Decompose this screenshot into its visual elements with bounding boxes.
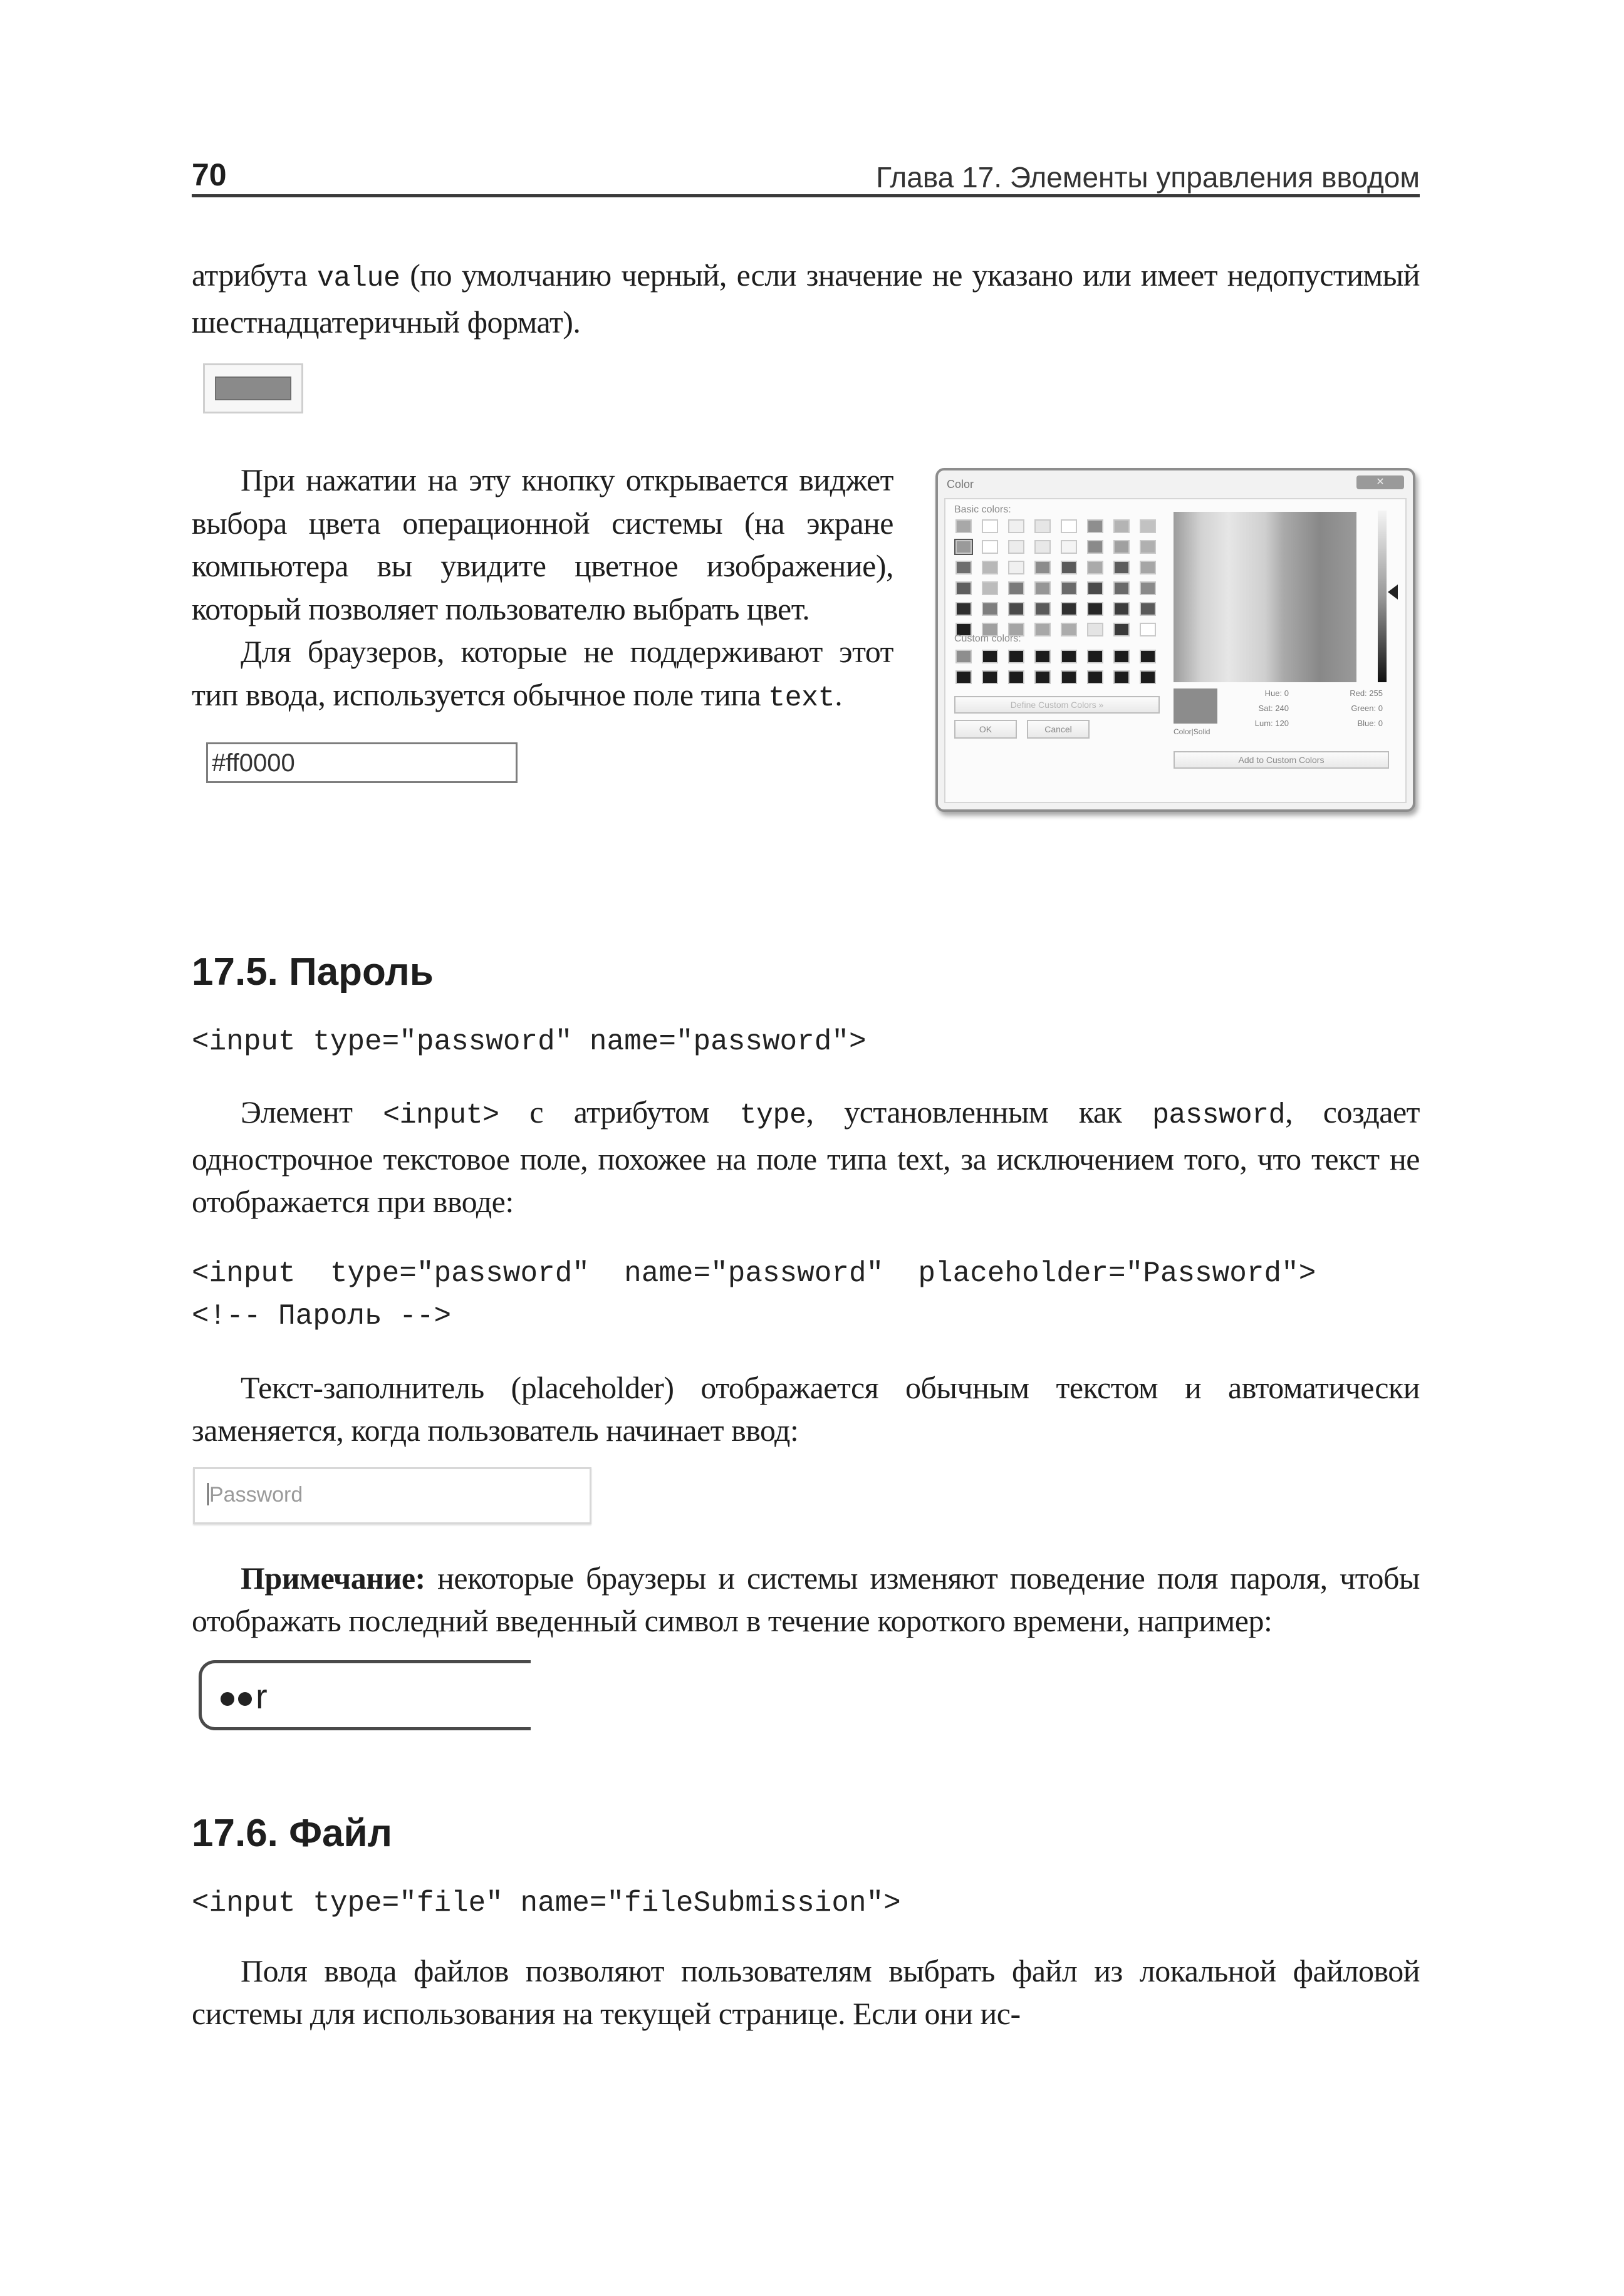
blue-label: Blue:	[1357, 719, 1377, 728]
lum-field[interactable]	[1226, 719, 1295, 729]
basic-color-swatch[interactable]	[1034, 519, 1051, 533]
custom-color-swatch[interactable]	[1140, 670, 1156, 684]
dialog-title: Color	[947, 478, 974, 491]
color-paragraph-1	[192, 459, 893, 630]
basic-color-swatch[interactable]	[1034, 581, 1051, 595]
custom-color-swatch[interactable]	[1034, 650, 1051, 663]
sat-label: Sat:	[1258, 704, 1273, 713]
pw-para-d: , создает однострочное текстовое поле, похожее на поле типа text, за исключением того, что текст не отображается при вводе:	[192, 1094, 1420, 1219]
fallback-text-field[interactable]: #ff0000	[206, 742, 518, 783]
color-swatch-fill	[215, 377, 291, 400]
color-para1-text: При нажатии на эту кнопку открывается виджет выбора цвета операционной системы (на экране компьютера вы увидите цветное изображение), который позволяет пользователю выбрать цвет.	[192, 462, 893, 626]
basic-color-swatch[interactable]	[1140, 519, 1156, 533]
basic-color-swatch[interactable]	[1034, 623, 1051, 636]
green-label: Green:	[1351, 704, 1377, 713]
basic-color-swatch[interactable]	[1061, 581, 1077, 595]
basic-color-swatch[interactable]	[1087, 623, 1103, 636]
basic-color-swatch[interactable]	[1113, 519, 1130, 533]
custom-color-swatch[interactable]	[1140, 650, 1156, 663]
basic-color-swatch[interactable]	[1008, 540, 1024, 554]
custom-color-swatch[interactable]	[1061, 670, 1077, 684]
placeholder-para-text: Текст-заполнитель (placeholder) отображается обычным текстом и автоматически заменяется, когда пользователь начинает ввод:	[192, 1369, 1420, 1448]
basic-color-swatch[interactable]	[1061, 519, 1077, 533]
basic-color-swatch[interactable]	[1113, 561, 1130, 574]
code-placeholder-line: <input type="password" name="password" placeholder="Password">	[192, 1257, 1316, 1290]
custom-color-swatch[interactable]	[982, 670, 998, 684]
basic-color-swatch[interactable]	[1087, 540, 1103, 554]
basic-color-swatch[interactable]	[1034, 602, 1051, 616]
ok-button[interactable]: OK	[954, 720, 1017, 739]
lum-label: Lum:	[1254, 719, 1273, 728]
basic-color-swatch[interactable]	[1113, 540, 1130, 554]
close-icon[interactable]: ✕	[1356, 475, 1404, 489]
basic-color-swatch[interactable]	[982, 561, 998, 574]
pw-para-c: , установленным как	[806, 1094, 1153, 1130]
custom-color-swatch[interactable]	[1087, 650, 1103, 663]
intro-text: атрибута	[192, 257, 317, 293]
color-para2-end: .	[835, 677, 843, 712]
password-input[interactable]	[193, 1467, 591, 1524]
file-paragraph	[192, 1950, 1420, 2035]
note-text: некоторые браузеры и системы изменяют поведение поля пароля, чтобы отображать последний введенный символ в течение короткого времени, например:	[192, 1560, 1420, 1638]
basic-color-swatch[interactable]	[982, 540, 998, 554]
custom-color-swatch[interactable]	[1008, 650, 1024, 663]
basic-color-swatch[interactable]	[1087, 561, 1103, 574]
code-text: text	[768, 682, 835, 714]
basic-color-swatch[interactable]	[1087, 519, 1103, 533]
custom-color-swatch[interactable]	[955, 670, 972, 684]
basic-color-swatch[interactable]	[1113, 623, 1130, 636]
basic-color-swatch[interactable]	[1113, 602, 1130, 616]
basic-color-swatch[interactable]	[1087, 602, 1103, 616]
page-number: 70	[192, 157, 227, 192]
password-paragraph	[192, 1091, 1420, 1223]
code-password-input: <input type="password" name="password">	[192, 1026, 867, 1058]
basic-color-swatch[interactable]	[1140, 540, 1156, 554]
color-input-button[interactable]	[203, 363, 303, 413]
left-column	[192, 459, 893, 783]
red-value: 255	[1369, 688, 1383, 698]
basic-color-swatch[interactable]	[955, 581, 972, 595]
basic-color-swatch[interactable]	[982, 602, 998, 616]
custom-color-swatch[interactable]	[1087, 670, 1103, 684]
blue-field[interactable]	[1295, 719, 1389, 729]
basic-color-swatch[interactable]	[982, 581, 998, 595]
lum-value: 120	[1275, 719, 1289, 728]
code-comment-line: <!-- Пароль -->	[192, 1299, 452, 1332]
basic-color-swatch[interactable]	[955, 519, 972, 533]
section-heading-file: 17.6. Файл	[192, 1811, 393, 1855]
color-value-fields	[1226, 688, 1389, 729]
color-paragraph-2	[192, 630, 893, 720]
color-picker-dialog	[935, 468, 1415, 812]
green-field[interactable]	[1295, 704, 1389, 714]
code-value: value	[317, 262, 400, 294]
green-value: 0	[1378, 704, 1383, 713]
hue-value: 0	[1284, 688, 1289, 698]
basic-color-swatch[interactable]	[1140, 561, 1156, 574]
password-placeholder: Password	[209, 1482, 303, 1507]
basic-color-swatch[interactable]	[1061, 602, 1077, 616]
hue-label: Hue:	[1264, 688, 1283, 698]
basic-color-swatch[interactable]	[1140, 623, 1156, 636]
custom-colors-label: Custom colors:	[954, 633, 1021, 644]
text-caret	[207, 1483, 209, 1505]
main-flow	[192, 949, 1420, 2035]
basic-color-swatch[interactable]	[955, 540, 972, 554]
mask-dot-icon	[238, 1692, 252, 1706]
code-password: password	[1152, 1099, 1286, 1131]
basic-color-swatch[interactable]	[1008, 581, 1024, 595]
custom-color-swatch[interactable]	[955, 650, 972, 663]
note-paragraph	[192, 1557, 1420, 1643]
masked-password-input[interactable]	[199, 1660, 531, 1730]
basic-color-swatch[interactable]	[1008, 561, 1024, 574]
color-solid-preview	[1174, 688, 1217, 724]
intro-paragraph	[192, 254, 1420, 343]
color-para2-text: Для браузеров, которые не поддерживают этот тип ввода, используется обычное поле типа	[192, 634, 893, 712]
custom-color-swatch[interactable]	[1008, 670, 1024, 684]
blue-value: 0	[1378, 719, 1383, 728]
code-type: type	[739, 1099, 806, 1131]
sat-value: 240	[1275, 704, 1289, 713]
code-file-input: <input type="file" name="fileSubmission">	[192, 1886, 901, 1919]
custom-color-swatch[interactable]	[982, 650, 998, 663]
mask-dot-icon	[221, 1692, 234, 1706]
color-solid-label: Color|Solid	[1174, 727, 1210, 736]
basic-color-swatch[interactable]	[955, 602, 972, 616]
basic-color-swatch[interactable]	[1008, 519, 1024, 533]
basic-color-swatch[interactable]	[1008, 602, 1024, 616]
basic-color-swatch[interactable]	[982, 519, 998, 533]
placeholder-paragraph	[192, 1366, 1420, 1452]
red-field[interactable]	[1295, 688, 1389, 699]
basic-color-swatch[interactable]	[1034, 561, 1051, 574]
custom-color-swatch[interactable]	[1061, 650, 1077, 663]
basic-color-swatch[interactable]	[1061, 540, 1077, 554]
sat-field[interactable]	[1226, 704, 1295, 714]
last-typed-char: r	[256, 1676, 268, 1716]
note-label: Примечание:	[241, 1560, 425, 1596]
basic-colors-label: Basic colors:	[954, 504, 1011, 515]
custom-color-swatch[interactable]	[1113, 670, 1130, 684]
custom-color-swatch[interactable]	[1113, 650, 1130, 663]
custom-color-swatch[interactable]	[1034, 670, 1051, 684]
section-heading-password: 17.5. Пароль	[192, 950, 434, 994]
add-to-custom-colors-button[interactable]: Add to Custom Colors	[1174, 751, 1389, 769]
basic-color-swatch[interactable]	[1113, 581, 1130, 595]
define-custom-colors-button[interactable]: Define Custom Colors »	[954, 696, 1160, 714]
basic-color-swatch[interactable]	[1087, 581, 1103, 595]
color-spectrum[interactable]	[1174, 512, 1356, 682]
header-rule	[192, 194, 1420, 197]
code-input-tag: <input>	[383, 1099, 499, 1131]
cancel-button[interactable]: Cancel	[1027, 720, 1090, 739]
file-para-text: Поля ввода файлов позволяют пользователям выбрать файл из локальной файловой системы для использования на текущей странице. Если они ис-	[192, 1953, 1420, 2031]
hue-field[interactable]	[1226, 688, 1295, 699]
basic-color-swatch[interactable]	[955, 561, 972, 574]
running-title: Глава 17. Элементы управления вводом	[876, 161, 1420, 194]
basic-color-swatch[interactable]	[1140, 602, 1156, 616]
intro-text-after: (по умолчанию черный, если значение не указано или имеет недопустимый шестнадцатеричный формат).	[192, 257, 1420, 340]
basic-color-swatch[interactable]	[1061, 623, 1077, 636]
pw-para-a: Элемент	[241, 1094, 383, 1130]
dialog-body	[944, 498, 1407, 803]
luminance-arrow-icon[interactable]	[1388, 584, 1398, 600]
pw-para-b: с атрибутом	[499, 1094, 740, 1130]
red-label: Red:	[1350, 688, 1367, 698]
basic-color-swatch[interactable]	[1061, 561, 1077, 574]
luminance-slider[interactable]	[1378, 511, 1387, 682]
basic-color-swatch[interactable]	[1034, 540, 1051, 554]
basic-color-swatch[interactable]	[1140, 581, 1156, 595]
